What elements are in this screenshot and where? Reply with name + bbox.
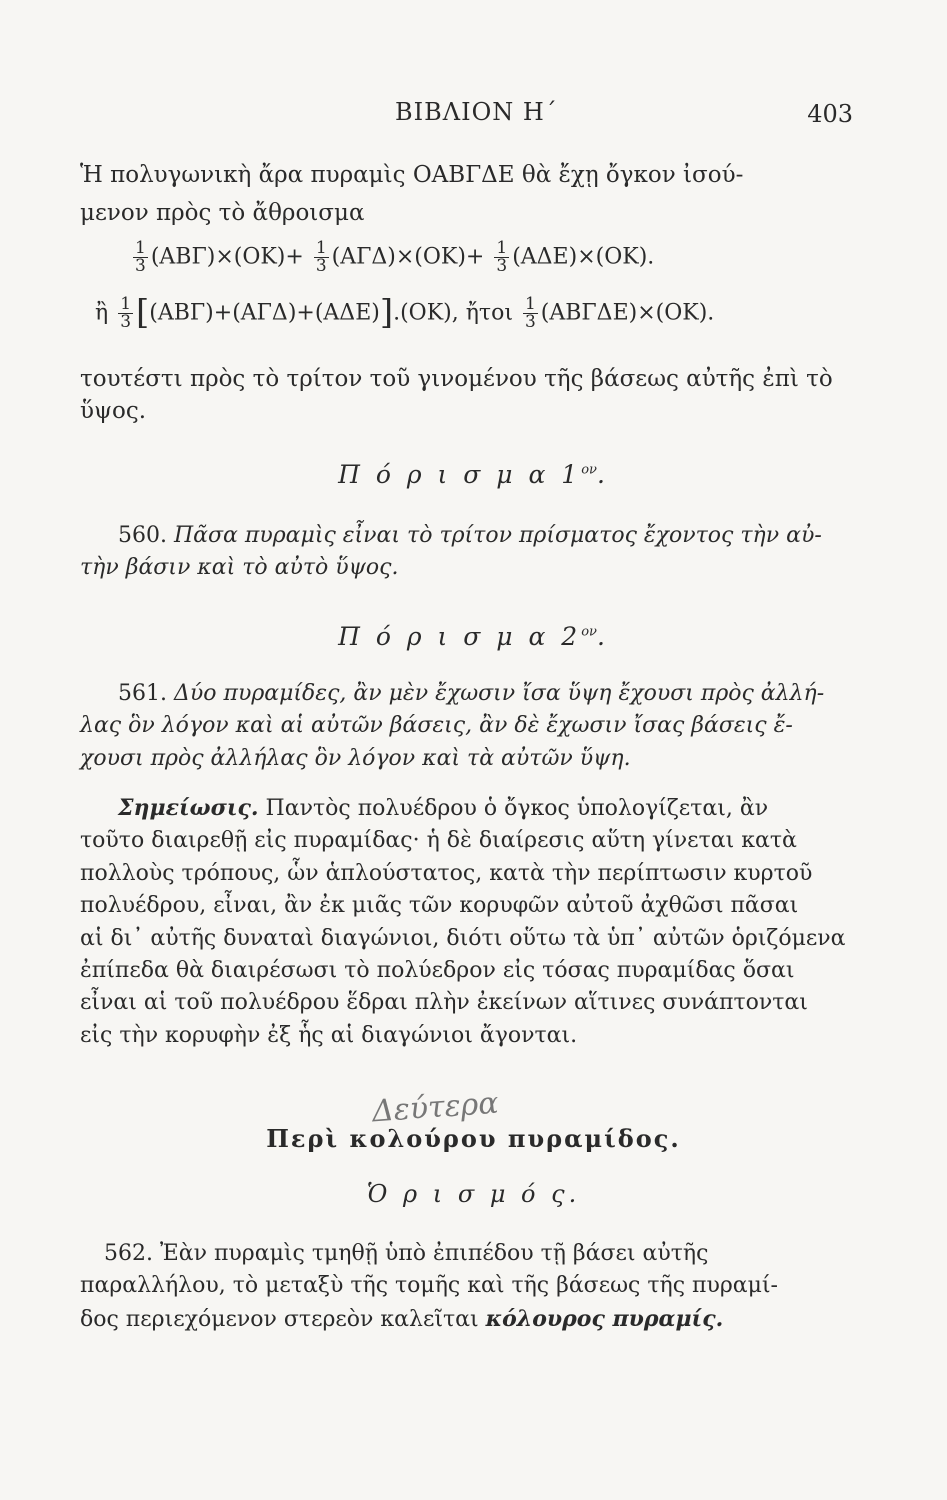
formula-inner: (ΑΒΓ)+(ΑΓΔ)+(ΑΔΕ)	[149, 300, 380, 326]
text-line: τουτέστι πρὸς τὸ τρίτον τοῦ γινομένου τῆς βάσεως αὐτῆς ἐπὶ τὸ	[80, 366, 833, 392]
formula-term: (ΑΒΓ)×(ΟΚ)+	[150, 244, 304, 270]
paragraph-number: 561.	[118, 681, 167, 706]
fraction: $\frac{1}{3}$	[315, 238, 327, 276]
porisma-1-heading: Π ό ρ ι σ μ α $1^{o\nu}$.	[338, 460, 609, 489]
porisma-2-heading: Π ό ρ ι σ μ α $2^{o\nu}$.	[338, 622, 609, 651]
defined-term: κόλουρος πυραμίς.	[485, 1305, 724, 1332]
bracket-open: [	[136, 292, 150, 333]
page-number: 403	[807, 100, 853, 128]
formula-end: (ΑΒΓΔΕ)×(ΟΚ).	[540, 300, 715, 326]
definition-heading: Ὁ ρ ι σ μ ό ς.	[366, 1180, 581, 1208]
text-line: ὕψος.	[80, 398, 147, 424]
definition-text: 562. Ἐὰν πυραμὶς τμηθῇ ὑπὸ ἐπιπέδου τῇ βάσει αὐτῆς παραλλήλου, τὸ μεταξὺ τῆς τομῆς καὶ τῆς βάσεως τῆς πυραμί- δος περιεχόμενον στερεὸν καλεῖται κόλουρος πυραμίς.	[80, 1241, 778, 1332]
paragraph-number: 562.	[104, 1241, 153, 1266]
handwritten-annotation: Δεύτερα	[370, 1085, 500, 1130]
page-header	[0, 98, 947, 132]
porisma-2-text: 561. Δύο πυραμίδες, ἂν μὲν ἔχωσιν ἴσα ὕψη ἔχουσι πρὸς ἀλλή- λας ὃν λόγον καὶ αἱ αὐτῶν βάσεις, ἂν δὲ ἔχωσιν ἴσας βάσεις ἔ- χουσι πρὸς ἀλλήλας ὃν λόγον καὶ τὰ αὐτῶν ὕψη.	[80, 681, 825, 771]
formula-term: (ΑΓΔ)×(ΟΚ)+	[331, 244, 485, 270]
formula-factored	[95, 292, 875, 333]
note-label: Σημείωσις.	[118, 795, 259, 821]
note-paragraph: Σημείωσις. Παντὸς πολυέδρου ὁ ὄγκος ὑπολογίζεται, ἂν τοῦτο διαιρεθῇ εἰς πυραμίδας· ἡ δὲ διαίρεσις αὕτη γίνεται κατὰ πολλοὺς τρόπους, ὧν ἁπλούστατος, κατὰ τὴν περίπτωσιν κυρτοῦ πολυέδρου, εἶναι, ἂν ἐκ μιᾶς τῶν κορυφῶν αὐτοῦ ἀχθῶσι πᾶσαι αἱ δι᾿ αὐτῆς δυναταὶ διαγώνιοι, διότι οὕτω τὰ ὑπ᾿ αὐτῶν ὁριζόμενα ἐπίπεδα θὰ διαιρέσωσι τὸ πολύεδρον εἰς τόσας πυραμίδας ὅσαι εἶναι αἱ τοῦ πολυέδρου ἕδραι πλὴν ἐκείνων αἵτινες συνάπτονται εἰς τὴν κορυφὴν ἐξ ἧς αἱ διαγώνιοι ἄγονται.	[80, 795, 846, 1048]
formula-sum	[130, 240, 910, 275]
formula-after: .(ΟΚ), ἤτοι	[393, 300, 513, 326]
porisma-1-text: 560. Πᾶσα πυραμὶς εἶναι τὸ τρίτον πρίσματος ἔχοντος τὴν αὐ- τὴν βάσιν καὶ τὸ αὐτὸ ὕψος.	[80, 523, 822, 581]
running-title: ΒΙΒΛΙΟΝ Η΄	[395, 98, 558, 126]
fraction: $\frac{1}{3}$	[135, 238, 146, 276]
fraction: $\frac{1}{3}$	[496, 238, 508, 276]
fraction: $\frac{1}{3}$	[120, 294, 132, 332]
formula-term: (ΑΔΕ)×(ΟΚ).	[512, 244, 655, 270]
text-line: Ἡ πολυγωνικὴ ἄρα πυραμὶς ΟΑΒΓΔΕ θὰ ἔχῃ ὄγκον ἰσού-	[80, 162, 744, 188]
section-title: Περὶ κολούρου πυραμίδος.	[266, 1124, 681, 1153]
formula-prefix: ἢ	[95, 300, 109, 326]
paragraph-number: 560.	[118, 523, 167, 548]
fraction: $\frac{1}{3}$	[524, 294, 536, 332]
bracket-close: ]	[379, 292, 394, 333]
text-line: μενον πρὸς τὸ ἄθροισμα	[80, 200, 365, 226]
